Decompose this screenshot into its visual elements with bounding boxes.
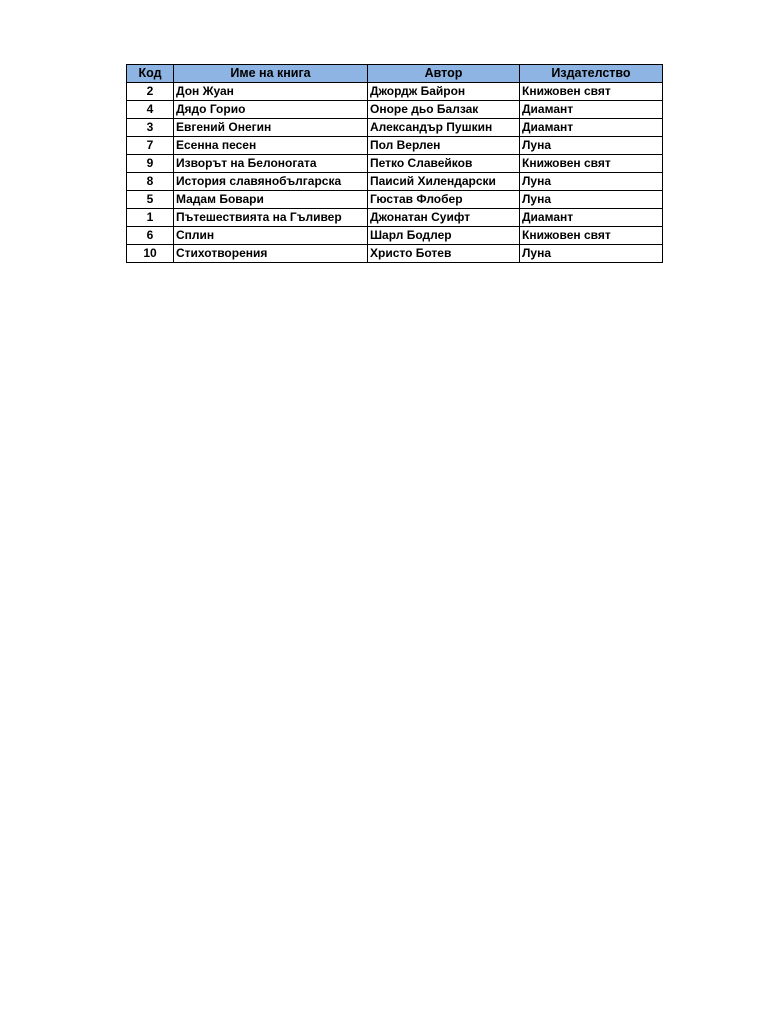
cell-author[interactable]: Петко Славейков	[368, 155, 520, 173]
cell-author[interactable]: Шарл Бодлер	[368, 227, 520, 245]
cell-publisher[interactable]: Книжовен свят	[520, 155, 663, 173]
cell-author[interactable]: Паисий Хилендарски	[368, 173, 520, 191]
table-row	[127, 227, 663, 245]
header-publisher[interactable]: Издателство	[520, 65, 663, 83]
table-row	[127, 173, 663, 191]
cell-publisher[interactable]: Луна	[520, 191, 663, 209]
cell-code[interactable]: 4	[127, 101, 174, 119]
table-header	[127, 65, 663, 83]
table-row	[127, 209, 663, 227]
cell-publisher[interactable]: Книжовен свят	[520, 227, 663, 245]
cell-code[interactable]: 1	[127, 209, 174, 227]
table-row	[127, 155, 663, 173]
cell-publisher[interactable]: Диамант	[520, 119, 663, 137]
cell-author[interactable]: Александър Пушкин	[368, 119, 520, 137]
cell-author[interactable]: Гюстав Флобер	[368, 191, 520, 209]
cell-code[interactable]: 5	[127, 191, 174, 209]
cell-title[interactable]: Есенна песен	[174, 137, 368, 155]
cell-code[interactable]: 8	[127, 173, 174, 191]
spreadsheet-page	[126, 64, 662, 263]
cell-publisher[interactable]: Диамант	[520, 101, 663, 119]
books-table	[126, 64, 663, 263]
table-row	[127, 83, 663, 101]
cell-publisher[interactable]: Луна	[520, 137, 663, 155]
table-row	[127, 119, 663, 137]
cell-title[interactable]: Евгений Онегин	[174, 119, 368, 137]
cell-code[interactable]: 9	[127, 155, 174, 173]
cell-author[interactable]: Джонатан Суифт	[368, 209, 520, 227]
cell-code[interactable]: 3	[127, 119, 174, 137]
cell-author[interactable]: Оноре дьо Балзак	[368, 101, 520, 119]
cell-publisher[interactable]: Луна	[520, 245, 663, 263]
cell-publisher[interactable]: Луна	[520, 173, 663, 191]
cell-publisher[interactable]: Книжовен свят	[520, 83, 663, 101]
cell-author[interactable]: Христо Ботев	[368, 245, 520, 263]
cell-code[interactable]: 10	[127, 245, 174, 263]
cell-publisher[interactable]: Диамант	[520, 209, 663, 227]
cell-code[interactable]: 7	[127, 137, 174, 155]
cell-title[interactable]: Дон Жуан	[174, 83, 368, 101]
cell-title[interactable]: История славянобългарска	[174, 173, 368, 191]
cell-title[interactable]: Пътешествията на Гъливер	[174, 209, 368, 227]
table-row	[127, 191, 663, 209]
cell-title[interactable]: Сплин	[174, 227, 368, 245]
header-author[interactable]: Автор	[368, 65, 520, 83]
cell-title[interactable]: Мадам Бовари	[174, 191, 368, 209]
table-row	[127, 245, 663, 263]
table-row	[127, 101, 663, 119]
cell-code[interactable]: 6	[127, 227, 174, 245]
cell-title[interactable]: Изворът на Белоногата	[174, 155, 368, 173]
cell-title[interactable]: Дядо Горио	[174, 101, 368, 119]
cell-author[interactable]: Джордж Байрон	[368, 83, 520, 101]
cell-code[interactable]: 2	[127, 83, 174, 101]
header-row	[127, 65, 663, 83]
table-row	[127, 137, 663, 155]
header-title[interactable]: Име на книга	[174, 65, 368, 83]
cell-title[interactable]: Стихотворения	[174, 245, 368, 263]
table-body	[127, 83, 663, 263]
header-code[interactable]: Код	[127, 65, 174, 83]
cell-author[interactable]: Пол Верлен	[368, 137, 520, 155]
